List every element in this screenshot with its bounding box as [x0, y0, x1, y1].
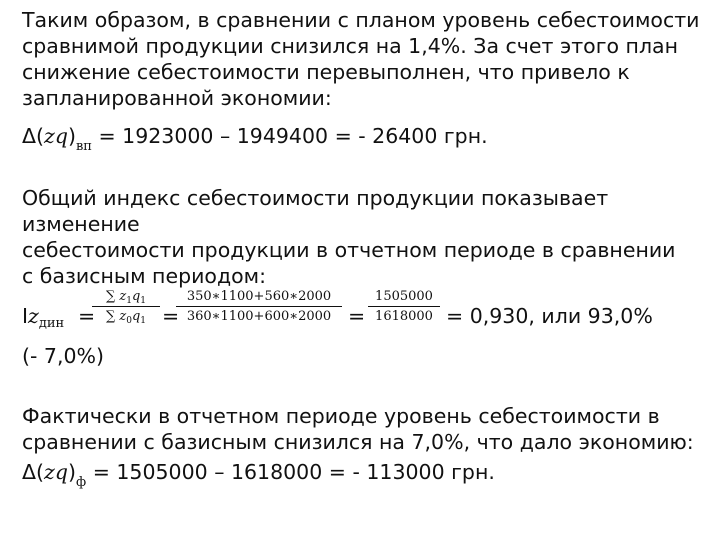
para2-line-1: Общий индекс себестоимости продукции показывает — [22, 186, 609, 210]
sum-icon: ∑ — [105, 309, 116, 324]
formula-economy-plan — [22, 124, 488, 154]
formula-var: zq — [44, 460, 68, 484]
delta-symbol: Δ( — [22, 460, 45, 484]
fraction-values-numerator: 350∗1100+560∗2000 — [186, 289, 332, 304]
fraction-values-denominator: 360∗1100+600∗2000 — [186, 309, 332, 324]
fraction-sum — [92, 289, 160, 324]
index-change-note: (- 7,0%) — [22, 344, 104, 368]
equals-2: = — [162, 304, 180, 328]
para1-line-2: сравнимой продукции снизился на 1,4%. За счет этого план — [22, 34, 679, 58]
para2-line-4: с базисным периодом: — [22, 264, 267, 288]
para3-line-2: сравнении с базисным снизился на 7,0%, что дало экономию: — [22, 430, 694, 454]
formula-subscript: ф — [75, 475, 87, 490]
formula-var: zq — [44, 124, 68, 148]
index-lhs — [22, 304, 65, 331]
sum-icon: ∑ — [105, 289, 116, 304]
formula-subscript: вп — [75, 139, 92, 154]
para2-line-3: себестоимости продукции в отчетном периоде в сравнении — [22, 238, 676, 262]
z-sub: 1 — [126, 296, 132, 306]
formula-rhs: = 1505000 – 1618000 = - 113000 грн. — [92, 460, 495, 484]
q-sub: 1 — [140, 316, 147, 326]
formula-rhs: = 1923000 – 1949400 = - 26400 грн. — [98, 124, 488, 148]
z-var: z — [119, 309, 127, 324]
fraction-totals-numerator: 1505000 — [375, 289, 433, 304]
q-sub: 1 — [140, 296, 147, 306]
fraction-sum-numerator — [92, 289, 160, 306]
fraction-totals-denominator: 1618000 — [375, 309, 433, 324]
index-letter: I — [22, 304, 29, 328]
para1-line-1: Таким образом, в сравнении с планом уровень себестоимости — [22, 8, 700, 32]
z-sub: 0 — [126, 316, 132, 326]
fraction-values — [176, 289, 342, 324]
para3-line-1: Фактически в отчетном периоде уровень себестоимости в — [22, 404, 660, 428]
q-var: q — [131, 309, 141, 324]
index-sub: дин — [38, 316, 65, 331]
fraction-totals — [368, 289, 440, 324]
para1-line-3: снижение себестоимости перевыполнен, что привело к — [22, 60, 630, 84]
formula-economy-actual — [22, 460, 495, 490]
q-var: q — [131, 289, 141, 304]
paren-close: ) — [67, 124, 76, 148]
equals-1: = — [78, 304, 96, 328]
index-result: = 0,930, или 93,0% — [446, 304, 653, 328]
index-var: z — [28, 304, 39, 328]
equals-3: = — [348, 304, 366, 328]
z-var: z — [119, 289, 127, 304]
fraction-sum-denominator — [92, 307, 160, 324]
delta-symbol: Δ( — [22, 124, 45, 148]
paren-close: ) — [67, 460, 76, 484]
para2-line-2: изменение — [22, 212, 140, 236]
para1-line-4: запланированной экономии: — [22, 86, 332, 110]
